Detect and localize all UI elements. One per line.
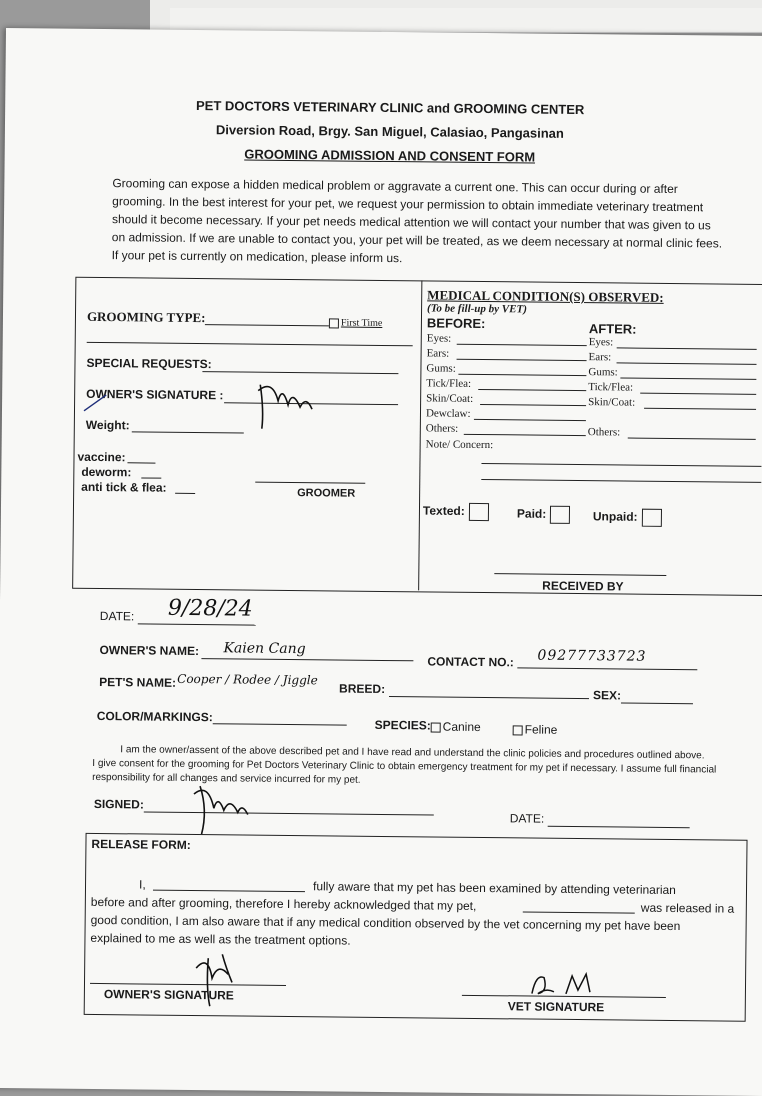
underlying-sheet-2	[170, 8, 762, 33]
after-eyes: Eyes:	[588, 336, 614, 349]
received-by-label: RECEIVED BY	[542, 578, 624, 594]
owner-name-value: Kaien Cang	[223, 640, 306, 658]
unpaid-option[interactable]	[593, 508, 662, 527]
consent-signature-mark	[190, 780, 261, 837]
unpaid-checkbox[interactable]	[641, 509, 661, 527]
consent-line-3: responsibility for all changes and service incurred for my pet.	[92, 771, 361, 786]
special-requests-label: SPECIAL REQUESTS:	[86, 355, 212, 372]
owners-signature-label: OWNER'S SIGNATURE :	[86, 386, 224, 403]
release-title: RELEASE FORM:	[91, 836, 191, 852]
vet-signature-label: VET SIGNATURE	[507, 999, 605, 1015]
feline-checkbox[interactable]	[513, 725, 523, 735]
medical-title: MEDICAL CONDITION(S) OBSERVED:	[427, 287, 664, 305]
deworm-label: deworm:	[81, 464, 132, 480]
unpaid-label: Unpaid:	[592, 509, 638, 524]
contact-label: CONTACT NO.:	[427, 654, 514, 670]
paid-label: Paid:	[516, 506, 547, 521]
consent-line-2: I give consent for the grooming for Pet Doctors Veterinary Clinic to obtain emergency treatment for my pet if necessary. I assume full financial	[92, 757, 717, 776]
owner-name-label: OWNER'S NAME:	[99, 643, 200, 659]
anti-tick-field[interactable]	[175, 493, 195, 494]
vet-signature-mark	[526, 967, 606, 1002]
vaccine-label: vaccine:	[77, 449, 126, 465]
after-gums: Gums:	[588, 366, 618, 379]
clinic-name: PET DOCTORS VETERINARY CLINIC and GROOMING CENTER	[195, 97, 585, 118]
before-others: Others:	[425, 422, 459, 435]
form-title: GROOMING ADMISSION AND CONSENT FORM	[244, 146, 536, 165]
anti-tick-label: anti tick & flea:	[81, 479, 167, 495]
groomer-label: GROOMER	[297, 487, 356, 500]
grooming-type-label: GROOMING TYPE:	[86, 308, 206, 326]
paid-option[interactable]	[517, 505, 571, 524]
color-markings-label: COLOR/MARKINGS:	[96, 708, 213, 725]
release-line-1: fully aware that my pet has been examined by attending veterinarian	[312, 879, 676, 898]
date-value: 9/28/24	[167, 595, 253, 622]
first-time-label: First Time	[340, 317, 383, 329]
intro-line-1: Grooming can expose a hidden medical problem or aggravate a current one. This can occur during or after	[112, 176, 678, 197]
sex-field[interactable]	[621, 702, 693, 704]
feline-label: Feline	[524, 722, 558, 737]
signed-label: SIGNED:	[93, 796, 144, 812]
breed-field[interactable]	[389, 696, 589, 699]
texted-option[interactable]	[423, 502, 489, 521]
pet-name-value: Cooper / Rodee / Jiggle	[177, 671, 318, 688]
paid-checkbox[interactable]	[550, 506, 570, 524]
pet-name-label: PET'S NAME:	[99, 675, 177, 690]
intro-line-4: on admission. If we are unable to contact you, your pet will be treated, as we deem necessary at normal clinic fees.	[111, 230, 723, 251]
intro-line-3: should it become necessary. If your pet needs medical attention we will contact your number that was given to us	[111, 212, 711, 233]
after-skin: Skin/Coat:	[588, 396, 636, 409]
intro-line-2: grooming. In the best interest for your pet, we request your permission to obtain immediate veterinary treatment	[112, 194, 704, 215]
feline-option[interactable]	[513, 722, 558, 736]
consent-date-label: DATE:	[509, 811, 545, 826]
species-label: SPECIES:	[374, 717, 431, 733]
before-ears: Ears:	[426, 347, 450, 360]
breed-label: BREED:	[339, 681, 386, 697]
medical-subtitle: (To be fill-up by VET)	[427, 302, 527, 316]
first-time-option[interactable]	[329, 317, 383, 329]
before-eyes: Eyes:	[426, 332, 452, 345]
release-line-3: good condition, I am also aware that if any medical condition observed by the vet concerning my pet have been	[90, 912, 681, 934]
canine-option[interactable]	[431, 719, 481, 734]
after-tick: Tick/Flea:	[588, 381, 634, 394]
before-skin: Skin/Coat:	[426, 392, 474, 405]
release-line-2b: was released in a	[640, 900, 735, 916]
after-others: Others:	[587, 426, 621, 439]
canine-label: Canine	[442, 719, 481, 735]
before-dewclaw: Dewclaw:	[425, 407, 471, 420]
canine-checkbox[interactable]	[431, 722, 441, 732]
before-gums: Gums:	[426, 362, 456, 375]
form-page	[0, 28, 762, 1096]
release-i-label: I,	[138, 877, 146, 892]
date-field[interactable]	[138, 623, 256, 625]
before-tick: Tick/Flea:	[426, 377, 472, 390]
owner-signature-mark	[252, 371, 323, 432]
texted-label: Texted:	[422, 503, 465, 519]
contact-field[interactable]	[517, 667, 697, 670]
texted-checkbox[interactable]	[469, 503, 489, 521]
release-owner-signature-label: OWNER'S SIGNATURE	[103, 987, 234, 1003]
note-concern: Note/ Concern:	[425, 438, 494, 452]
deworm-field[interactable]	[141, 477, 161, 478]
consent-date-field[interactable]	[548, 826, 690, 828]
release-line-2a: before and after grooming, therefore I hereby acknowledged that my pet,	[90, 894, 477, 913]
intro-line-5: If your pet is currently on medication, please inform us.	[111, 248, 403, 266]
owner-name-field[interactable]	[201, 658, 413, 661]
weight-label: Weight:	[85, 417, 130, 433]
color-markings-field[interactable]	[213, 723, 347, 725]
after-ears: Ears:	[588, 351, 612, 364]
first-time-checkbox[interactable]	[329, 318, 339, 328]
after-heading: AFTER:	[588, 321, 637, 337]
sex-label: SEX:	[592, 688, 622, 703]
signed-field[interactable]	[144, 811, 434, 815]
contact-value: 09277733723	[537, 647, 647, 665]
consent-line-1: I am the owner/assent of the above described pet and I have read and understand the clinic policies and procedures outlined above.	[120, 744, 705, 762]
release-line-4: explained to me as well as the treatment options.	[90, 930, 351, 948]
clinic-address: Diversion Road, Brgy. San Miguel, Calasiao, Pangasinan	[215, 122, 564, 141]
date-label: DATE:	[99, 609, 135, 624]
before-heading: BEFORE:	[426, 315, 486, 332]
check-mark	[82, 391, 110, 413]
